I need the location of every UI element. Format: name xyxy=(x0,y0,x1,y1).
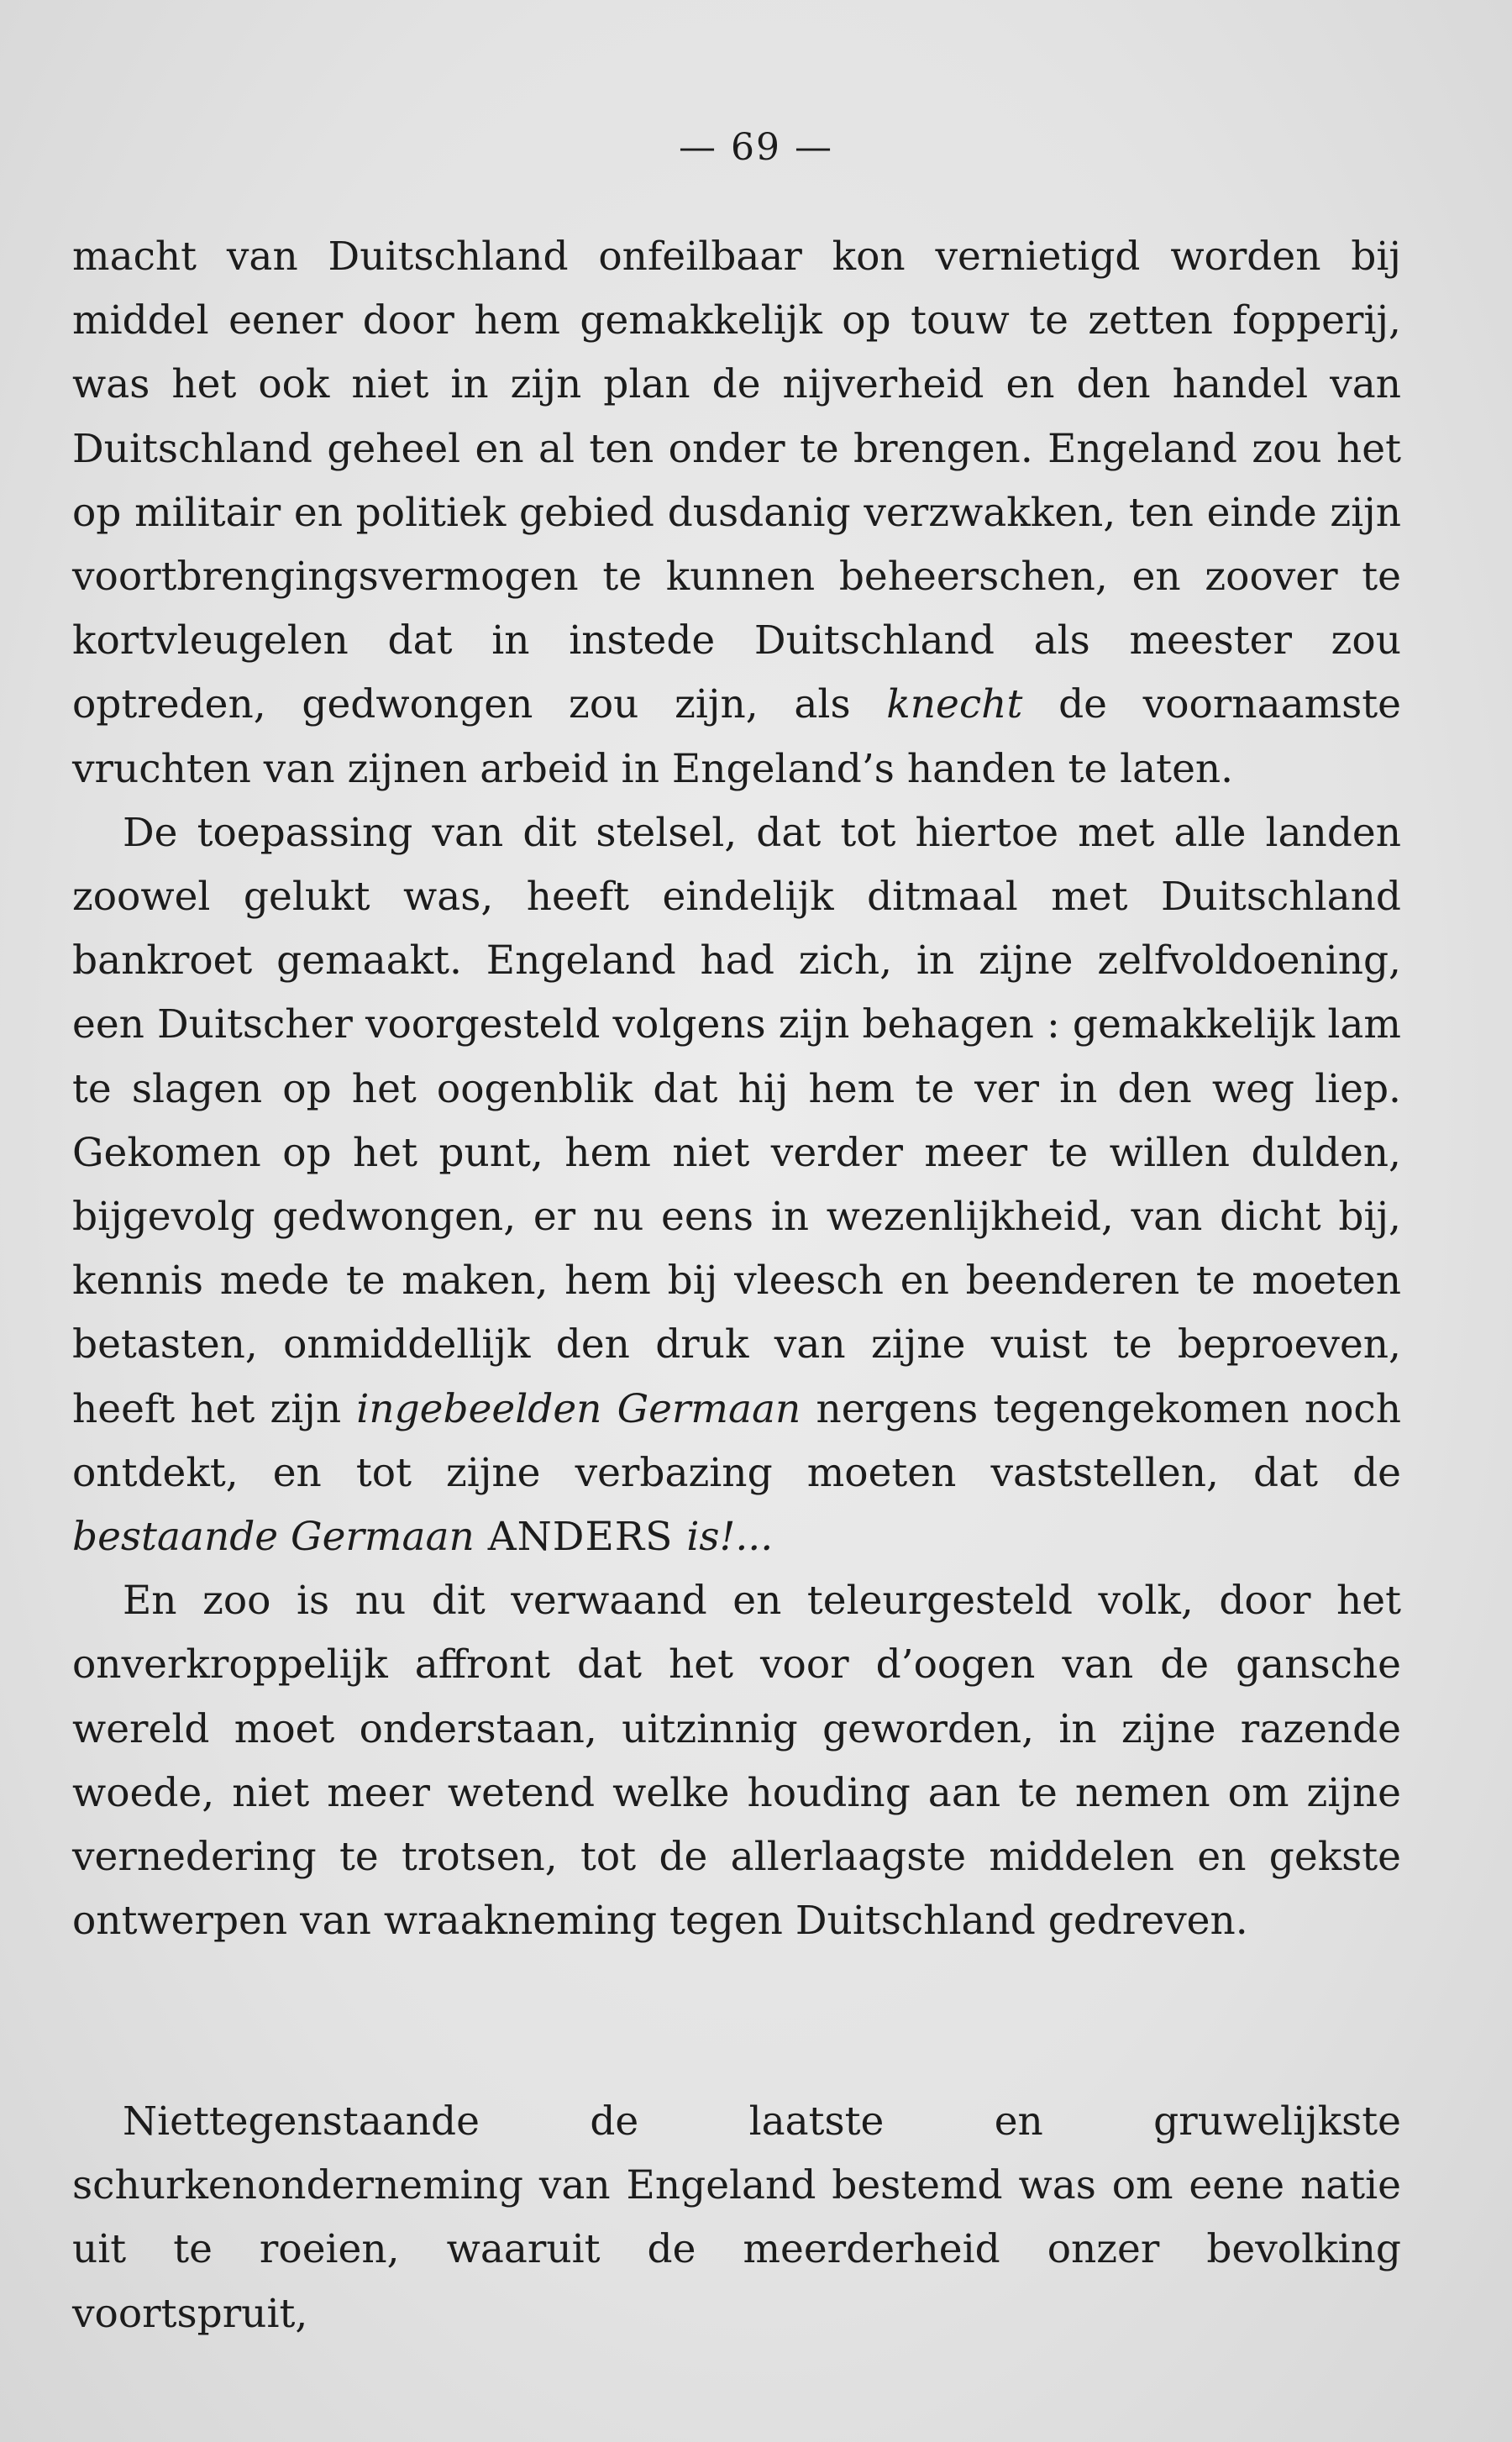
page-number: — 69 — xyxy=(679,126,833,169)
text-run: nergens tegengekomen noch ontdekt, en tot zijne verbazing moeten vaststellen, dat de xyxy=(72,1385,1401,1496)
italic-text: bestaande Germaan xyxy=(72,1514,475,1561)
paragraph xyxy=(72,2090,1401,2346)
text-run: Niettegenstaande de laatste en gruwelijkste schurkenonderneming van Engeland bestemd was om eene natie uit te roeien, waaruit de meerderheid onzer bevolking voortspruit, xyxy=(72,2098,1401,2337)
capitalized-text: ANDERS xyxy=(474,1514,687,1561)
paragraph xyxy=(72,225,1401,801)
paragraph xyxy=(72,801,1401,1569)
body-text xyxy=(72,225,1401,1953)
text-run: En zoo is nu dit verwaand en teleurgesteld volk, door het onverkroppelijk affront dat het voor d’oogen van de gansche wereld moet onderstaan, uitzinnig geworden, in zijne razende woede, niet meer wetend welke houding aan te nemen om zijne vernedering te trotsen, tot de allerlaagste middelen en gekste ontwerpen van wraakneming tegen Duitschland gedreven. xyxy=(72,1578,1401,1945)
body-text-continued xyxy=(72,2090,1401,2346)
text-run: macht van Duitschland onfeilbaar kon vernietigd worden bij middel eener door hem gemakkelijk op touw te zetten fopperij, was het ook niet in zijn plan de nijverheid en den handel van Duitschland geheel en al ten onder te brengen. Engeland zou het op militair en politiek gebied dusdanig verzwakken, ten einde zijn voortbrengingsvermogen te kunnen beheerschen, en zoover te kortvleugelen dat in instede Duitschland als meester zou optreden, gedwongen zou zijn, als xyxy=(72,234,1401,728)
italic-text: knecht xyxy=(886,681,1023,728)
paragraph xyxy=(72,1569,1401,1953)
text-run: De toepassing van dit stelsel, dat tot hiertoe met alle landen zoowel gelukt was, heeft eindelijk ditmaal met Duitschland bankroet gemaakt. Engeland had zich, in zijne zelfvoldoening, een Duitscher voorgesteld volgens zijn behagen : gemakkelijk lam te slagen op het oogenblik dat hij hem te ver in den weg liep. Gekomen op het punt, hem niet verder meer te willen dulden, bijgevolg gedwongen, er nu eens in wezenlijkheid, van dicht bij, kennis mede te maken, hem bij vleesch en beenderen te moeten betasten, onmiddellijk den druk van zijne vuist te beproeven, heeft het zijn xyxy=(72,809,1401,1432)
text-run: de voornaamste vruchten van zijnen arbeid in Engeland’s handen te laten. xyxy=(72,681,1401,792)
italic-text: ingebeelden Germaan xyxy=(356,1385,801,1432)
italic-text: is!... xyxy=(686,1514,774,1561)
